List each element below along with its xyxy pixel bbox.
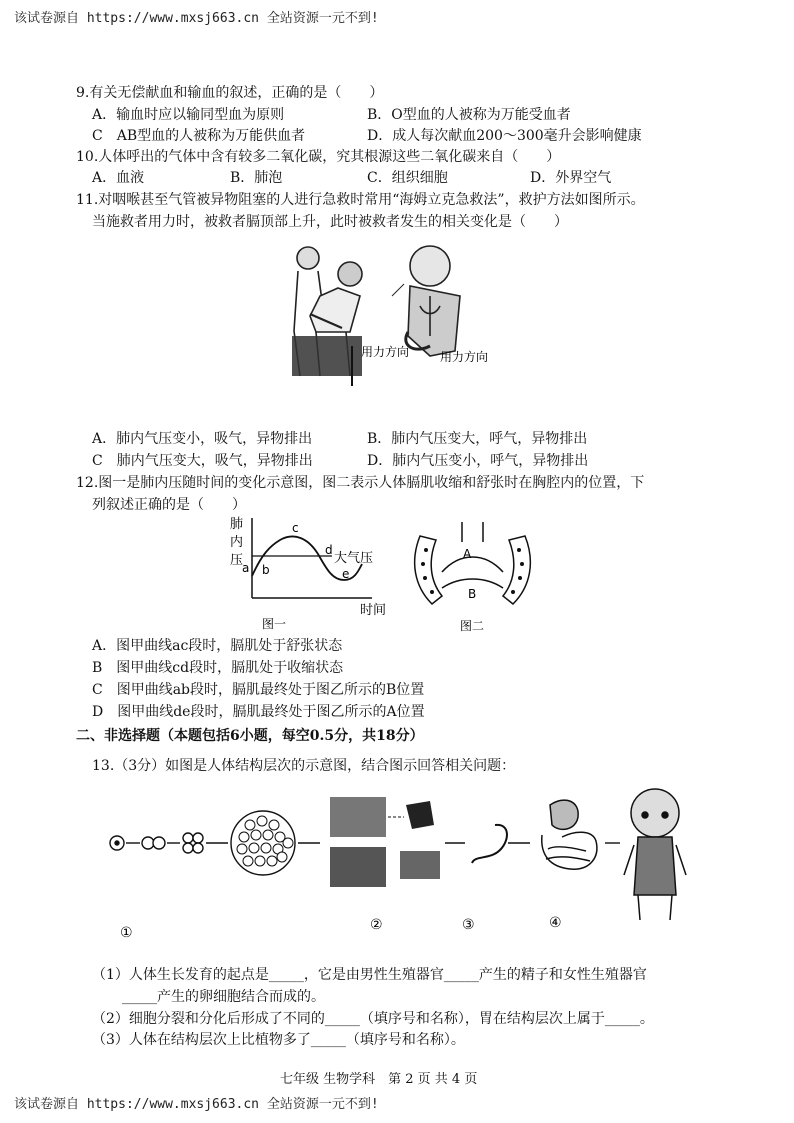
q12-option-a: A．图甲曲线ac段时，膈肌处于舒张状态 bbox=[92, 638, 343, 654]
stomach-organ bbox=[472, 825, 507, 863]
q11-stem-line1: 11.对咽喉甚至气管被异物阻塞的人进行急救时常用“海姆立克急救法”，救护方法如图所示。 bbox=[76, 192, 645, 208]
figure1-caption: 图一 bbox=[262, 617, 287, 631]
graph-ylabel-2: 内 bbox=[230, 535, 244, 550]
q12-option-b: B 图甲曲线cd段时，膈肌处于收缩状态 bbox=[92, 660, 344, 676]
q10-option-b: B．肺泡 bbox=[230, 170, 283, 186]
section2-heading: 二、非选择题（本题包括6小题，每空0.5分，共18分） bbox=[76, 728, 424, 744]
label-3: ③ bbox=[462, 917, 475, 933]
diaphragm-position-a bbox=[442, 557, 503, 572]
q13-sub1-line1: （1）人体生长发育的起点是_____，它是由男性生殖器官_____产生的精子和女性生殖器官 bbox=[92, 967, 647, 983]
q11-option-b: B．肺内气压变大，呼气，异物排出 bbox=[367, 431, 588, 447]
q10-option-c: C．组织细胞 bbox=[367, 170, 448, 186]
label-4: ④ bbox=[549, 915, 562, 931]
point-label-a: a bbox=[242, 561, 250, 575]
q9-option-a: A．输血时应以输同型血为原则 bbox=[92, 107, 285, 123]
pressure-graph bbox=[222, 514, 397, 632]
point-label-b: b bbox=[262, 563, 270, 577]
q13-stem: 13.（3分）如图是人体结构层次的示意图，结合图示回答相关问题： bbox=[92, 758, 516, 774]
graph-xlabel: 时间 bbox=[360, 603, 387, 618]
q12-stem-line1: 12.图一是肺内压随时间的变化示意图，图二表示人体膈肌收缩和舒张时在胸腔内的位置，下 bbox=[76, 475, 645, 491]
q12-stem-line2: 列叙述正确的是（ ） bbox=[92, 497, 246, 513]
q13-sub1-line2: _____产生的卵细胞结合而成的。 bbox=[122, 989, 325, 1005]
q12-option-c: C 图甲曲线ab段时，膈肌最终处于图乙所示的B位置 bbox=[92, 682, 425, 698]
structure-levels-figure bbox=[100, 785, 720, 945]
q9-option-b: B．O型血的人被称为万能受血者 bbox=[367, 107, 571, 123]
tissue-images bbox=[330, 797, 440, 887]
digestive-system bbox=[542, 800, 597, 869]
q9-option-c: C AB型血的人被称为万能供血者 bbox=[92, 128, 306, 144]
q10-stem: 10.人体呼出的气体中含有较多二氧化碳，究其根源这些二氧化碳来自（ ） bbox=[76, 149, 561, 165]
q11-option-c: C 肺内气压变大，吸气，异物排出 bbox=[92, 453, 313, 469]
q12-option-d: D 图甲曲线de段时，膈肌最终处于图乙所示的A位置 bbox=[92, 704, 425, 720]
q10-option-a: A．血液 bbox=[92, 170, 145, 186]
q11-stem-line2: 当施救者用力时，被救者膈顶部上升，此时被救者发生的相关变化是（ ） bbox=[92, 214, 568, 230]
footer-watermark: 该试卷源自 https://www.mxsj663.cn 全站资源一元不到! bbox=[14, 1097, 379, 1112]
heimlich-figure bbox=[280, 236, 520, 416]
q13-sub3: （3）人体在结构层次上比植物多了_____（填序号和名称）。 bbox=[92, 1032, 465, 1048]
label-2: ② bbox=[370, 917, 383, 933]
graph-ylabel-1: 肺 bbox=[230, 517, 244, 532]
graph-ylabel-3: 压 bbox=[230, 553, 244, 568]
point-label-c: c bbox=[292, 521, 299, 535]
anatomy-illustration bbox=[392, 246, 460, 356]
q10-option-d: D．外界空气 bbox=[530, 170, 612, 186]
label-b: B bbox=[468, 587, 477, 601]
q9-option-d: D．成人每次献血200～300毫升会影响健康 bbox=[367, 128, 642, 144]
force-label-left-vertical: 用力方向 bbox=[361, 345, 410, 359]
figure2-caption: 图二 bbox=[460, 619, 485, 633]
label-1: ① bbox=[120, 925, 133, 941]
reference-label: 大气压 bbox=[334, 551, 374, 566]
q9-stem: 9.有关无偿献血和输血的叙述，正确的是（ ） bbox=[76, 85, 384, 101]
point-label-e: e bbox=[342, 567, 350, 581]
page-footer: 七年级 生物学科 第 2 页 共 4 页 bbox=[280, 1072, 478, 1087]
label-a: A bbox=[463, 547, 472, 561]
q11-option-a: A．肺内气压变小，吸气，异物排出 bbox=[92, 431, 313, 447]
force-label-right: 用力方向 bbox=[440, 350, 489, 364]
human-figure bbox=[624, 789, 686, 920]
header-watermark: 该试卷源自 https://www.mxsj663.cn 全站资源一元不到! bbox=[14, 11, 379, 26]
point-label-d: d bbox=[325, 543, 333, 557]
thorax-figure bbox=[410, 516, 535, 634]
q13-sub2: （2）细胞分裂和分化后形成了不同的_____（填序号和名称），胃在结构层次上属于_____。 bbox=[92, 1011, 654, 1027]
q11-option-d: D．肺内气压变小，呼气，异物排出 bbox=[367, 453, 589, 469]
